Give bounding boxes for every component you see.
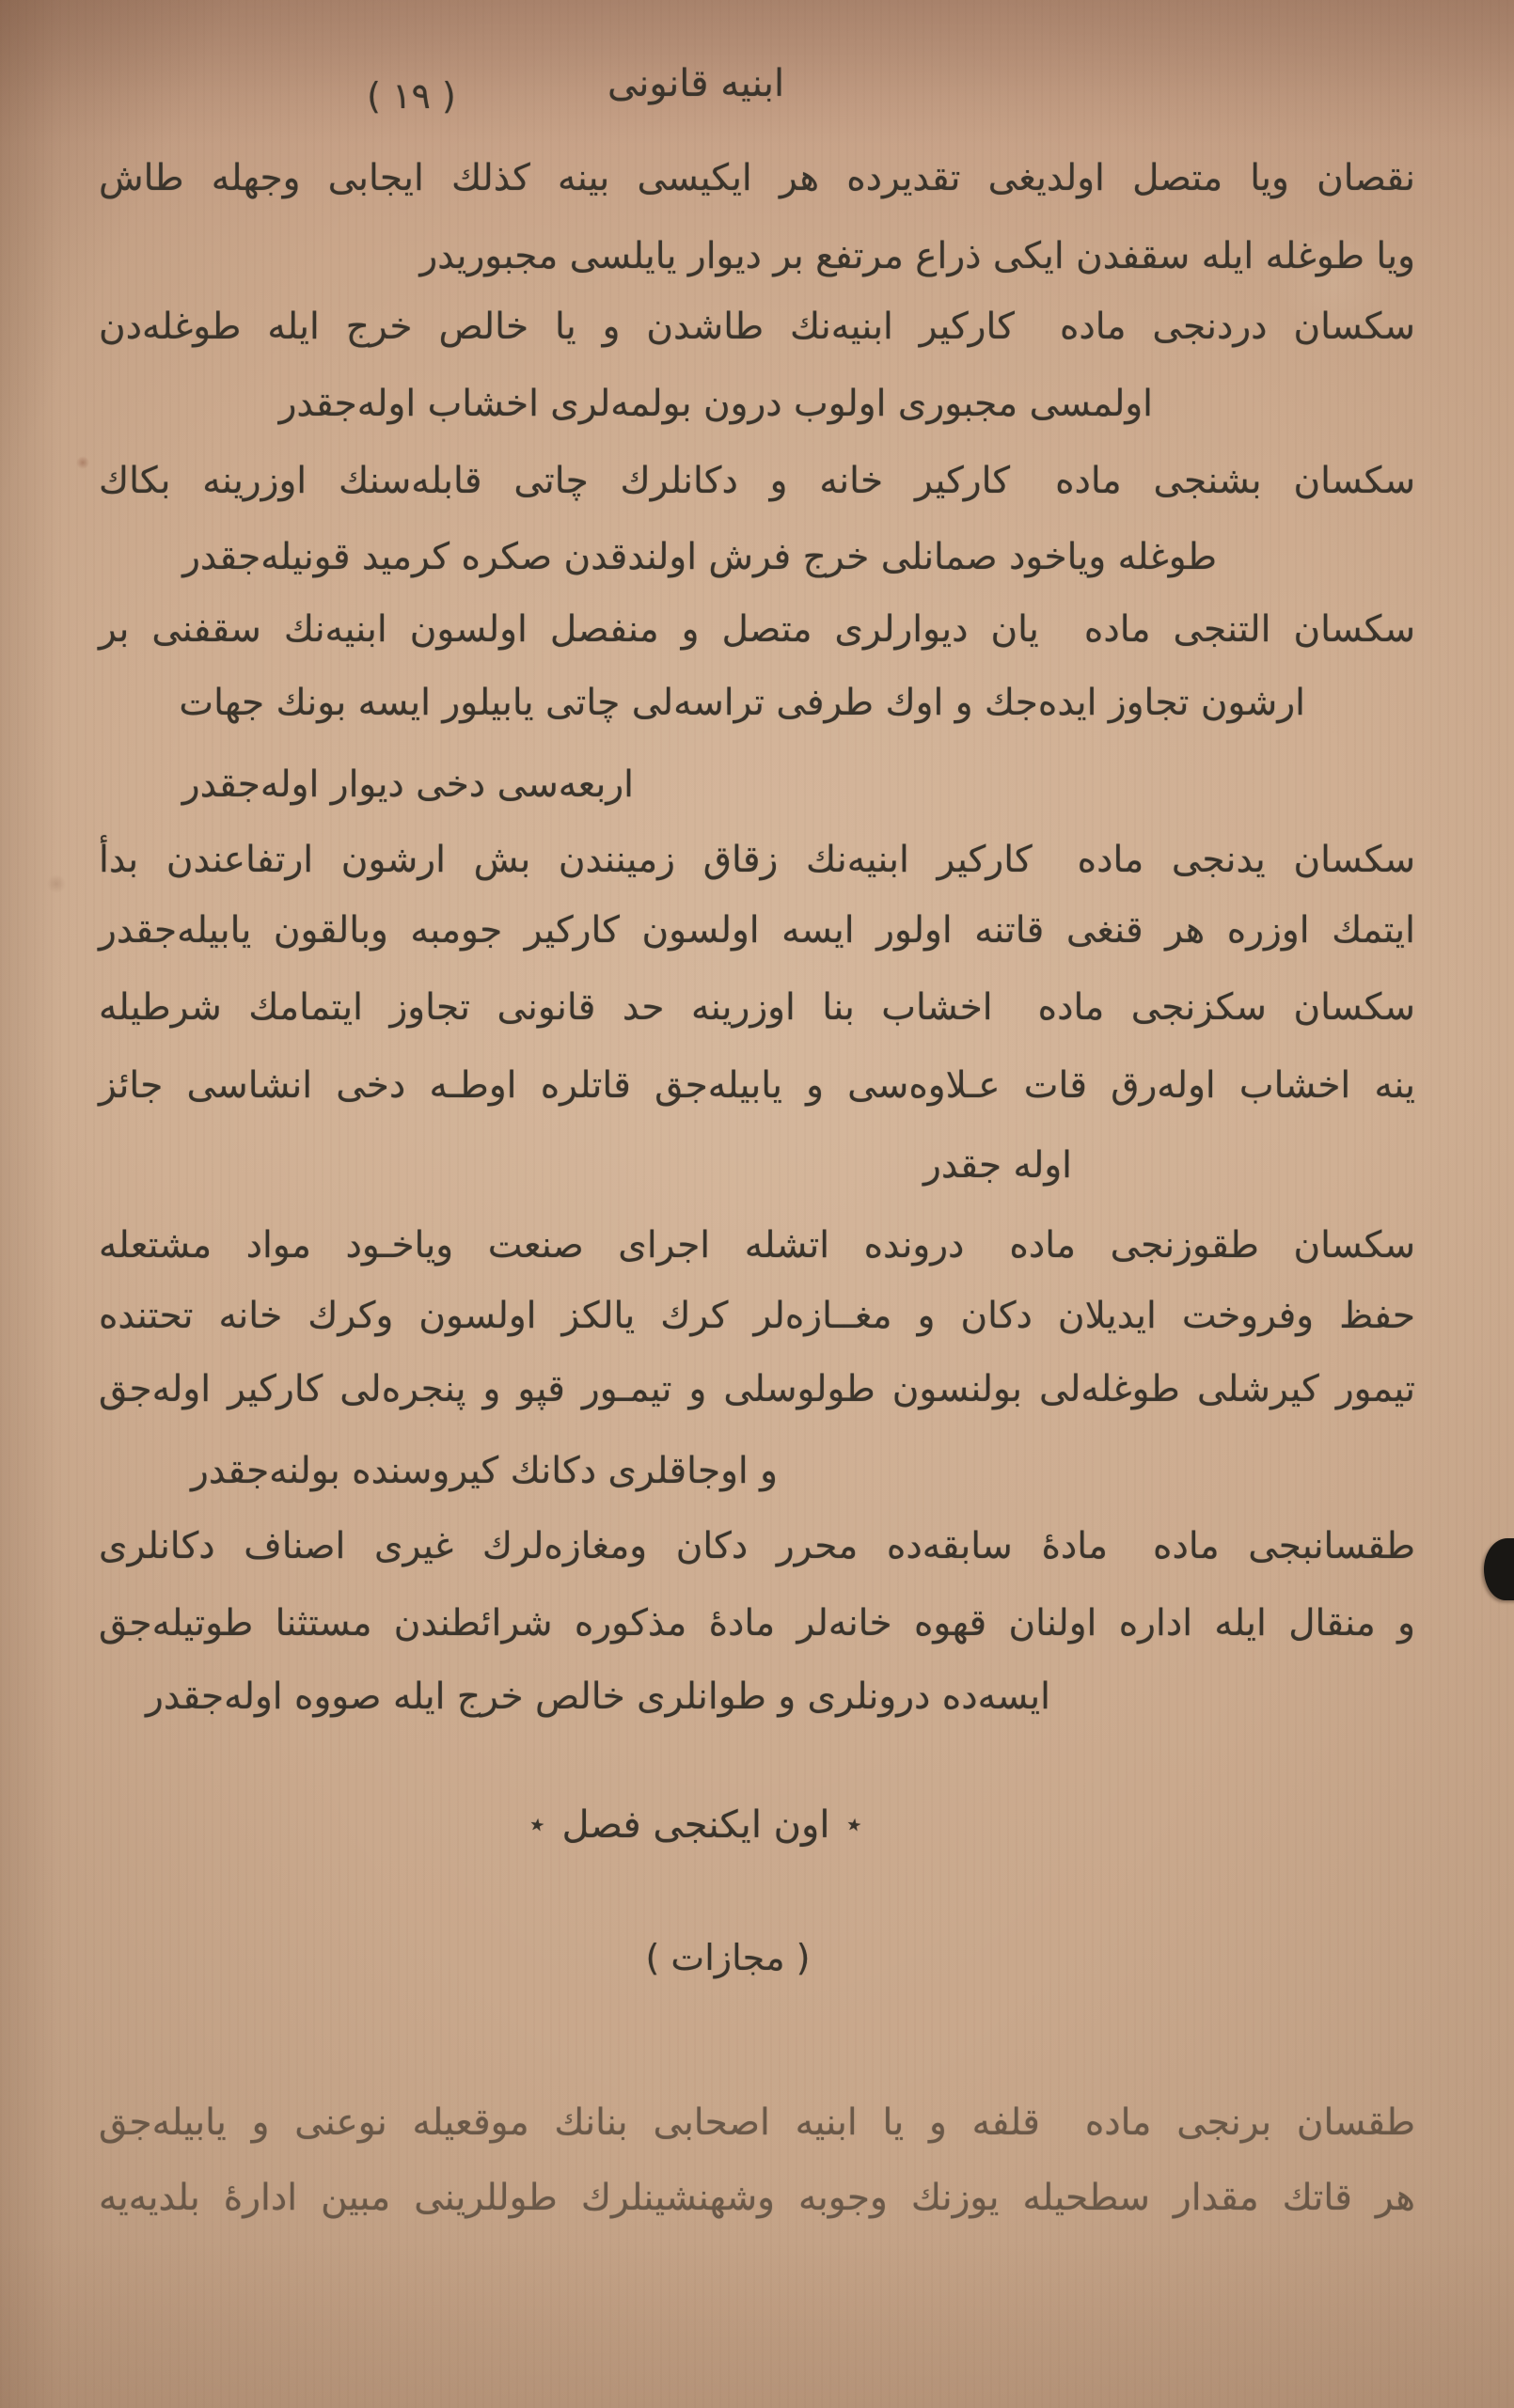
article-label: سكسان دردنجى ماده: [1059, 306, 1415, 348]
article-text: قلفه و يا ابنيه اصحابى بنانك موقعيله نوعنى و يابيله‌جق: [99, 2101, 1040, 2144]
text-line: ينه اخشاب اوله‌رق قات عـلاوه‌سى و يابيله‌جق قاتلره اوطـه دخى انشاسى جائز: [99, 1064, 1415, 1107]
article-text: كاركير ابنيه‌نك طاشدن و يا خالص خرج ايله طوغله‌دن: [99, 306, 1015, 348]
article-line: [99, 453, 1415, 510]
article-label: طقسان برنجى ماده: [1084, 2101, 1415, 2144]
article-text: كاركير ابنيه‌نك زقاق زمينندن بش ارشون ارتفاعندن بدأ: [99, 839, 1033, 881]
article-text: اخشاب بنا اوزرينه حد قانونى تجاوز ايتمامك شرطيله: [99, 986, 993, 1029]
article-label: سكسان بشنجى ماده: [1055, 460, 1415, 502]
article-label: سكسان التنجى ماده: [1083, 608, 1415, 651]
flower-ornament-icon: ٭: [844, 1807, 865, 1842]
page-title: ابنيه قانونى: [607, 62, 785, 105]
text-line: هر قاتك مقدار سطحيله يوزنك وجوبه وشهنشينلرك طوللرينى مبين ادارهٔ بلديه‌يه: [99, 2177, 1415, 2219]
text-line: ايسه‌ده درونلرى و طوانلرى خالص خرج ايله صووه اوله‌جقدر: [146, 1676, 1050, 1718]
text-line: و منقال ايله اداره اولنان قهوه خانه‌لر مادهٔ مذكوره شرائطندن مستثنا طوتيله‌جق: [99, 1602, 1415, 1645]
article-text: مادهٔ سابقه‌ده محرر دكان ومغازه‌لرك غيرى اصناف دكانلرى: [99, 1525, 1109, 1567]
article-line: [99, 602, 1415, 658]
text-line: اولمسى مجبورى اولوب درون بولمه‌لرى اخشاب اوله‌جقدر: [278, 383, 1153, 425]
chapter-heading-text: اون ايكنجى فصل: [561, 1803, 830, 1847]
text-line: تيمور كيرشلى طوغله‌لى بولنسون طولوسلى و تيمـور قپو و پنجره‌لى كاركير اوله‌جق: [99, 1368, 1415, 1410]
article-label: طقسانبجى ماده: [1153, 1525, 1415, 1567]
article-line: [99, 1519, 1415, 1575]
section-subtitle: ( مجازات ): [645, 1937, 811, 1978]
chapter-heading: [508, 1803, 884, 1847]
article-line: [99, 299, 1415, 355]
article-text: درونده اتشله اجراى صنعت وياخـود مواد مشتعله: [99, 1224, 965, 1267]
article-label: سكسان طقوزنجى ماده: [1009, 1224, 1415, 1267]
article-line: [99, 980, 1415, 1036]
text-line: ايتمك اوزره هر قنغى قاتنه اولور ايسه اولسون كاركير جومبه وبالقون يابيله‌جقدر: [99, 909, 1415, 952]
text-line: اوله جقدر: [923, 1144, 1072, 1187]
article-label: سكسان يدنجى ماده: [1077, 839, 1415, 881]
text-line: اربعه‌سى دخى ديوار اوله‌جقدر: [181, 763, 634, 806]
article-label: سكسان سكزنجى ماده: [1037, 986, 1415, 1029]
text-line: ارشون تجاوز ايده‌جك و اوك طرفى تراسه‌لى چاتى يابيلور ايسه بونك جهات: [179, 682, 1305, 724]
article-text: كاركير خانه و دكانلرك چاتى قابله‌سنك اوزرينه بكاك: [99, 460, 1011, 502]
article-line: [99, 832, 1415, 889]
text-line: حفظ وفروخت ايديلان دكان و مغــازه‌لر كرك يالكز اولسون وكرك خانه تحتنده: [99, 1295, 1415, 1337]
text-line: و اوجاقلرى دكانك كيروسنده بولنه‌جقدر: [191, 1450, 778, 1492]
text-line: طوغله وياخود صمانلى خرج فرش اولندقدن صكره كرميد قونيله‌جقدر: [182, 536, 1217, 578]
article-line: [99, 2095, 1415, 2151]
text-line: نقصان ويا متصل اولديغى تقديرده هر ايكيسى بينه كذلك ايجابى وجهله طاش: [99, 157, 1415, 199]
article-line: [99, 1218, 1415, 1274]
article-text: يان ديوارلرى متصل و منفصل اولسون ابنيه‌نك سقفنى بر: [99, 608, 1039, 651]
text-line: ويا طوغله ايله سقفدن ايكى ذراع مرتفع بر ديوار يايلسى مجبوريدر: [419, 235, 1415, 277]
page-number: ( ١٩ ): [367, 75, 456, 117]
ink-blot: [1484, 1538, 1514, 1600]
flower-ornament-icon: ٭: [527, 1807, 547, 1842]
